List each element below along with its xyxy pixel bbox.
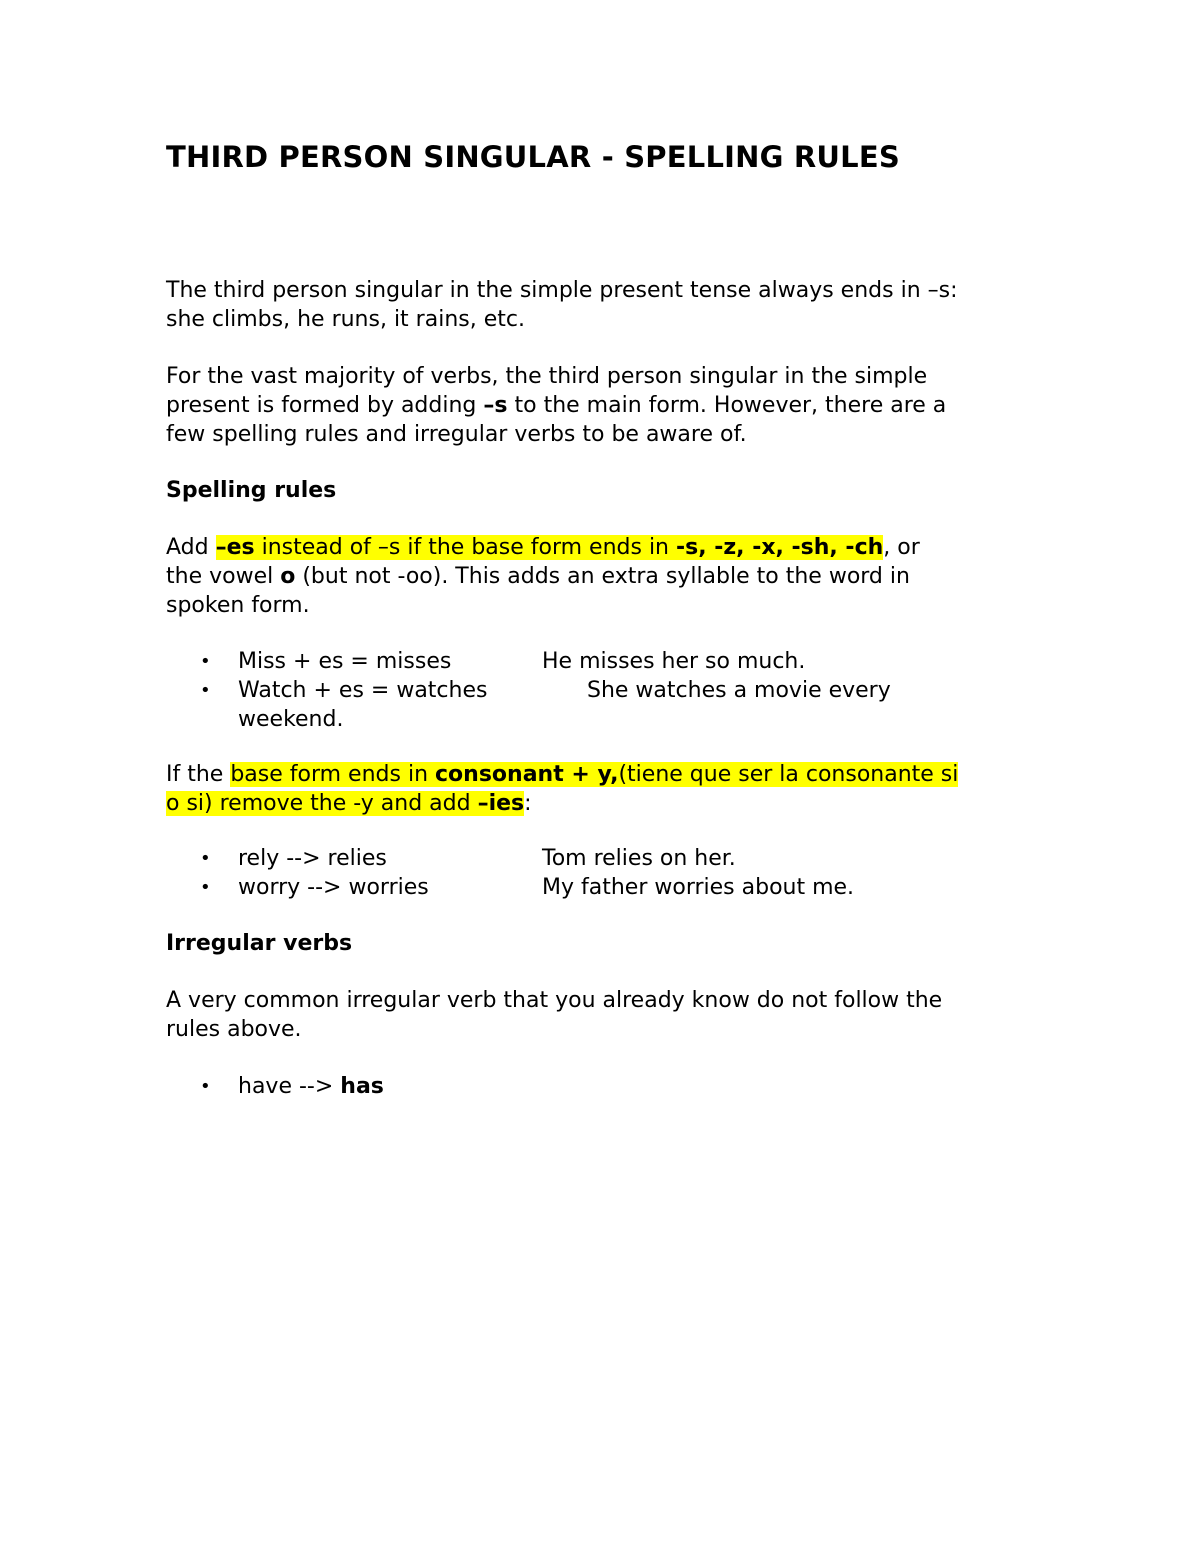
bullet-icon: •: [200, 848, 211, 869]
rule-ies-colon: :: [524, 791, 532, 816]
irregular-paragraph: [166, 986, 1046, 1044]
rule-es-line-2: [166, 562, 1046, 591]
example-rule: worry --> worries: [238, 875, 429, 900]
example-sentence: Tom relies on her.: [542, 846, 736, 871]
rule-ies-highlight: [230, 762, 958, 787]
rule-ies-pre: If the: [166, 762, 231, 787]
spelling-rules-heading: Spelling rules: [166, 478, 337, 503]
irregular-examples-list: [166, 1072, 1046, 1101]
rule-es-paragraph: [166, 533, 1046, 620]
rule-ies-suffix: –ies: [477, 791, 525, 816]
intro-line-2: she climbs, he runs, it rains, etc.: [166, 307, 525, 332]
rule-es-endings: -s, -z, -x, -sh, -ch: [676, 535, 884, 560]
rule-ies-paragraph: [166, 760, 1046, 818]
irregular-example-pre: have -->: [238, 1074, 341, 1099]
irregular-example-result: has: [340, 1074, 384, 1099]
rule-ies-line-2: [166, 789, 1046, 818]
example-rule: Miss + es = misses: [238, 649, 452, 674]
page-title: THIRD PERSON SINGULAR - SPELLING RULES: [166, 140, 900, 174]
bullet-icon: •: [200, 877, 211, 898]
majority-line-2: [166, 391, 1046, 420]
bullet-icon: •: [200, 1076, 211, 1097]
example-sentence: He misses her so much.: [542, 649, 806, 674]
rule-es-post: , or: [883, 535, 920, 560]
list-item: [166, 1072, 1046, 1101]
example-rule: rely --> relies: [238, 846, 387, 871]
rule-ies-comma: ,: [610, 762, 619, 787]
intro-line-1: The third person singular in the simple present tense always ends in –s:: [166, 278, 958, 303]
rule-ies-highlight-2: [166, 791, 524, 816]
example-rule: Watch + es = watches: [238, 678, 488, 703]
bullet-icon: •: [200, 651, 211, 672]
rule-ies-note: (tiene que ser la consonante si: [618, 762, 959, 787]
ies-examples-list: [166, 844, 1046, 902]
majority-line-3: few spelling rules and irregular verbs to be aware of.: [166, 422, 747, 447]
majority-line-2-bold: –s: [483, 393, 508, 418]
example-sentence: My father worries about me.: [542, 875, 855, 900]
rule-es-line-3: spoken form.: [166, 593, 310, 618]
rule-es-highlight: [216, 535, 884, 560]
rule-ies-line-1: [166, 760, 1046, 789]
list-item-continuation: [166, 705, 1046, 734]
majority-paragraph: [166, 362, 1046, 449]
list-item: [166, 844, 1046, 873]
list-item: [166, 873, 1046, 902]
irregular-verbs-heading: Irregular verbs: [166, 931, 353, 956]
rule-ies-condition: base form ends in: [230, 762, 435, 787]
irregular-line-2: rules above.: [166, 1017, 302, 1042]
rule-ies-consonant-y: consonant + y: [435, 762, 611, 787]
rule-es-condition: instead of –s if the base form ends in: [254, 535, 676, 560]
majority-line-1: For the vast majority of verbs, the third person singular in the simple: [166, 364, 928, 389]
rule-es-pre: Add: [166, 535, 216, 560]
rule-es-suffix: –es: [215, 535, 255, 560]
rule-es-line-1: [166, 533, 1046, 562]
bullet-icon: •: [200, 680, 211, 701]
list-item: [166, 676, 1046, 705]
rule-ies-remove: o si) remove the -y and add: [166, 791, 478, 816]
example-continuation: weekend.: [238, 707, 344, 732]
rule-es-line-2-post: (but not -oo). This adds an extra syllable to the word in: [295, 564, 910, 589]
irregular-line-1: A very common irregular verb that you already know do not follow the: [166, 988, 943, 1013]
example-sentence: She watches a movie every: [587, 678, 891, 703]
list-item: [166, 647, 1046, 676]
majority-line-2-post: to the main form. However, there are a: [507, 393, 947, 418]
intro-paragraph: [166, 276, 1046, 334]
majority-line-2-pre: present is formed by adding: [166, 393, 484, 418]
rule-es-vowel: o: [280, 564, 296, 589]
es-examples-list: [166, 647, 1046, 734]
rule-es-line-2-pre: the vowel: [166, 564, 281, 589]
